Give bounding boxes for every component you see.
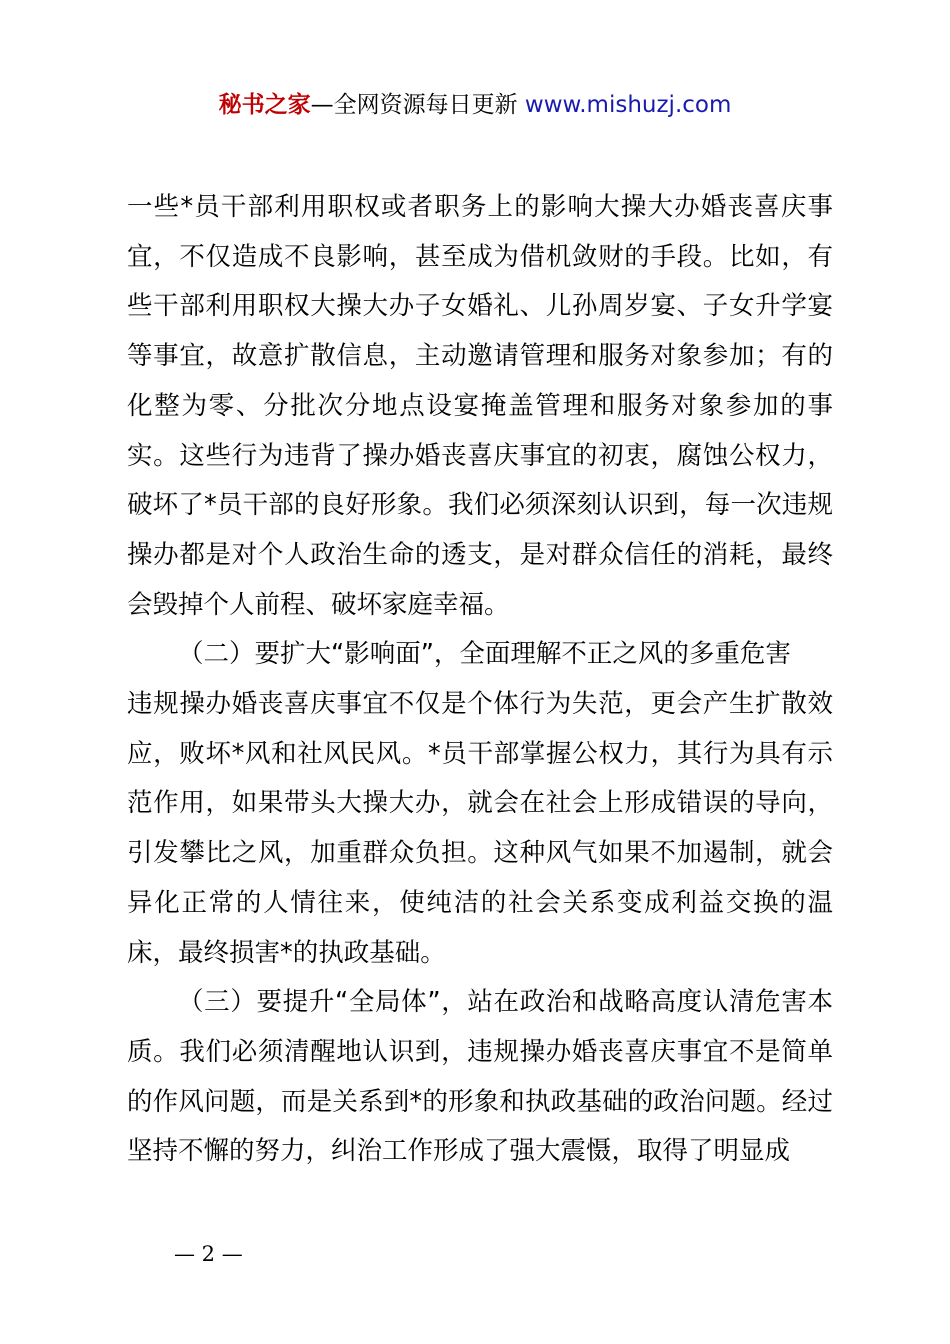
header-tagline: —全网资源每日更新 [310, 92, 518, 118]
site-header [0, 88, 950, 122]
brand-name: 秘书之家 [218, 92, 311, 118]
body-paragraph: （三）要提升“全局体”，站在政治和战略高度认清危害本质。我们必须清醒地认识到，违规操办婚丧喜庆事宜不是简单的作风问题，而是关系到*的形象和执政基础的政治问题。经过坚持不懈的努力，纠治工作形成了强大震慑，取得了明显成 [127, 987, 833, 1167]
page-number: — 2 — [174, 1242, 243, 1266]
document-body [127, 183, 833, 1177]
site-url-link[interactable]: www.mishuzj.com [524, 92, 732, 118]
body-paragraph: 一些*员干部利用职权或者职务上的影响大操大办婚丧喜庆事宜，不仅造成不良影响，甚至成为借机敛财的手段。比如，有些干部利用职权大操大办子女婚礼、儿孙周岁宴、子女升学宴等事宜，故意扩散信息，主动邀请管理和服务对象参加；有的化整为零、分批次分地点设宴掩盖管理和服务对象参加的事实。这些行为违背了操办婚丧喜庆事宜的初衷，腐蚀公权力，破坏了*员干部的良好形象。我们必须深刻认识到，每一次违规操办都是对个人政治生命的透支，是对群众信任的消耗，最终会毁掉个人前程、破坏家庭幸福。 [127, 192, 833, 620]
body-paragraph: 违规操办婚丧喜庆事宜不仅是个体行为失范，更会产生扩散效应，败坏*风和社风民风。*员干部掌握公权力，其行为具有示范作用，如果带头大操大办，就会在社会上形成错误的导向，引发攀比之风，加重群众负担。这种风气如果不加遏制，就会异化正常的人情往来，使纯洁的社会关系变成利益交换的温床，最终损害*的执政基础。 [127, 689, 833, 968]
section-heading: （二）要扩大“影响面”，全面理解不正之风的多重危害 [178, 639, 791, 670]
